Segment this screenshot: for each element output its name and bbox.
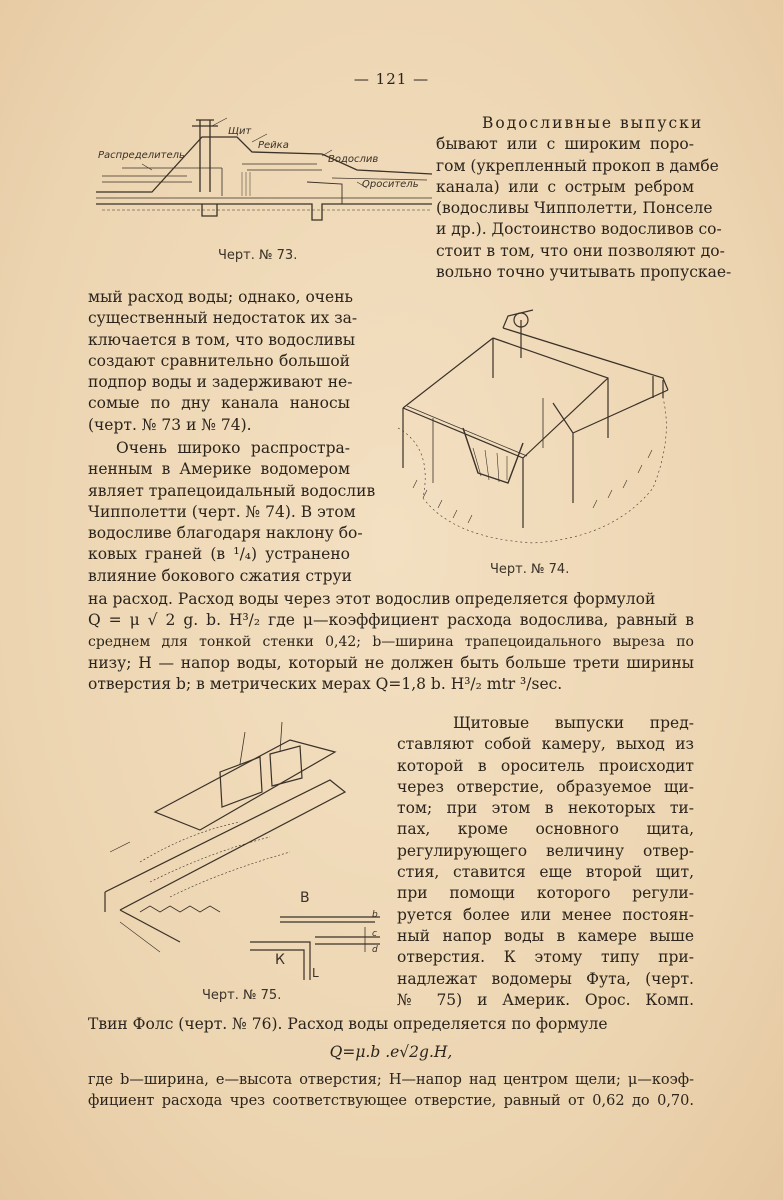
text-line: Водосливные выпуски xyxy=(482,114,704,132)
text-line: ненным в Америке водомером xyxy=(88,460,350,479)
label-d: d xyxy=(372,945,378,955)
text-line: стоит в том, что они позволяют до- xyxy=(436,241,725,260)
text-line: отверстия. К этому типу при- xyxy=(397,948,694,967)
formula xyxy=(88,1042,694,1063)
label-orositel: Ороситель xyxy=(362,179,419,190)
paragraph-5 xyxy=(397,713,694,1011)
paragraph-2 xyxy=(88,287,358,436)
figure-75-caption: Черт. № 75. xyxy=(202,988,282,1003)
label-L: L xyxy=(312,966,319,980)
text-line: через отверстие, образуемое щи- xyxy=(397,777,694,796)
paragraph-1 xyxy=(436,113,732,283)
text-line: вольно точно учитывать пропускае- xyxy=(436,263,732,282)
text-line: пах, кроме основного щита, xyxy=(397,820,694,839)
label-shchit: Щит xyxy=(228,126,252,137)
text-line: ключается в том, что водосливы xyxy=(88,330,356,349)
text-line: создают сравнительно большой xyxy=(88,351,350,370)
text-line: Твин Фолс (черт. № 76). Расход воды определяется по формуле xyxy=(88,1015,608,1033)
text-line: ный напор воды в камере выше xyxy=(397,926,694,945)
text-line: на расход. Расход воды через этот водослив определяется формулой xyxy=(88,590,656,608)
text-line: ковых граней (в ¹/₄) устранено xyxy=(88,545,350,564)
text-line: № 75) и Америк. Орос. Комп. xyxy=(397,990,694,1009)
text-line: среднем для тонкой стенки 0,42; b—ширина трапецоидального выреза по xyxy=(88,633,694,650)
figure-73-caption: Черт. № 73. xyxy=(218,248,298,263)
text-line: подпор воды и задерживают не- xyxy=(88,373,353,392)
text-line: фициент расхода чрез соответствующее отверстие, равный от 0,62 до 0,70. xyxy=(88,1093,694,1110)
paragraph-3 xyxy=(88,438,376,587)
figure-75-illustration xyxy=(100,712,390,984)
label-reika: Рейка xyxy=(258,140,289,151)
text-line: и др.). Достоинство водосливов со- xyxy=(436,220,722,239)
label-raspredelitel: Распределитель xyxy=(98,150,185,161)
text-line: существенный недостаток их за- xyxy=(88,309,358,328)
figure-73-diagram xyxy=(92,112,432,227)
text-line: отверстия b; в метрических мерах Q=1,8 b. H³/₂ mtr ³/sec. xyxy=(88,675,563,694)
page-number: — 121 — xyxy=(353,70,430,88)
text-line: являет трапецоидальный водослив xyxy=(88,481,376,500)
text-line: Чипполетти (черт. № 74). В этом xyxy=(88,502,356,521)
text-line: сомые по дну канала наносы xyxy=(88,394,350,413)
text-line: Щитовые выпуски пред- xyxy=(453,714,694,732)
text-line: стия, ставится еще второй щит, xyxy=(397,863,694,882)
text-line: при помощи которого регули- xyxy=(397,884,694,903)
text-line: водосливе благодаря наклону бо- xyxy=(88,524,363,543)
text-line: которой в ороситель происходит xyxy=(397,756,694,775)
text-line: том; при этом в некоторых ти- xyxy=(397,799,694,818)
text-line: (черт. № 73 и № 74). xyxy=(88,415,252,434)
text-line: надлежат водомеры Фута, (черт. xyxy=(397,969,694,988)
text-line: Очень широко распростра- xyxy=(116,439,350,457)
label-vodosliv: Водослив xyxy=(328,154,379,165)
label-K: К xyxy=(275,952,285,968)
text-line: бывают или с широким поро- xyxy=(436,135,694,154)
text-line: гом (укрепленный прокоп в дамбе xyxy=(436,156,719,175)
text-line: регулирующего величину отвер- xyxy=(397,841,694,860)
text-line: где b—ширина, e—высота отверстия; H—напор над центром щели; μ—коэф- xyxy=(88,1072,694,1088)
figure-74-illustration xyxy=(393,298,678,550)
formula-text: Q=μ.b .e√2g.H, xyxy=(329,1043,453,1061)
label-c: c xyxy=(372,929,377,939)
text-line: влияние бокового сжатия струи xyxy=(88,566,352,585)
text-line: канала) или с острым ребром xyxy=(436,177,694,196)
text-line: руется более или менее постоян- xyxy=(397,905,694,924)
figure-74-caption: Черт. № 74. xyxy=(490,562,570,577)
label-b: b xyxy=(372,910,378,920)
text-line: (водосливы Чипполетти, Понселе xyxy=(436,199,713,218)
paragraph-6 xyxy=(88,1014,694,1035)
paragraph-4 xyxy=(88,589,694,695)
paragraph-7 xyxy=(88,1070,694,1113)
text-line: мый расход воды; однако, очень xyxy=(88,288,353,306)
text-line: низу; H — напор воды, который не должен быть больше трети ширины xyxy=(88,653,694,672)
text-line: ставляют собой камеру, выход из xyxy=(397,735,694,754)
text-line: Q = μ √ 2 g. b. H³/₂ где μ—коэффициент расхода водослива, равный в xyxy=(88,611,694,630)
label-B: В xyxy=(300,890,310,906)
